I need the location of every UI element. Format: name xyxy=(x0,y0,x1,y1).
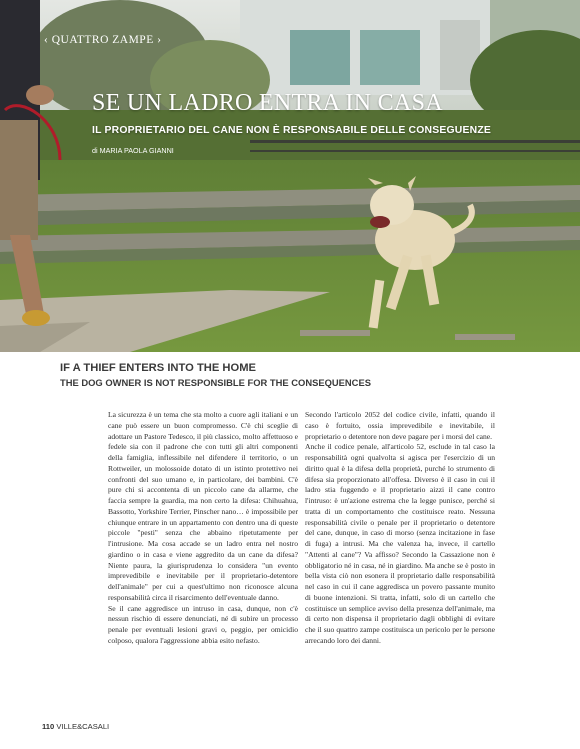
paragraph: Secondo l'articolo 2052 del codice civile, infatti, quando il caso è fortuito, ossia imprevedibile e inevitabile, il proprietario o detentore non deve pagare per i morsi del cane. xyxy=(305,410,495,441)
dog-running-photo xyxy=(0,0,580,352)
byline-prefix: di xyxy=(92,146,98,155)
english-title: IF A THIEF ENTERS INTO THE HOME xyxy=(60,362,256,374)
page-title: SE UN LADRO ENTRA IN CASA xyxy=(92,90,443,116)
page-folio xyxy=(42,722,109,731)
page-subtitle: IL PROPRIETARIO DEL CANE NON È RESPONSABILE DELLE CONSEGUENZE xyxy=(92,125,492,136)
paragraph: La sicurezza è un tema che sta molto a cuore agli italiani e un cane può essere un buon compromesso. C'è chi sceglie di adottare un Pastore Tedesco, il più classico, molto affettuoso e fedele sia con il padrone che con tutti gli altri componenti della famiglia, inflessibile nel difendere il territorio, o un Rottweiler, un molossoide dotato di un istinto protettivo nei confronti del suo umano e, in particolare, dei bambini. C'è pure chi si accontenta di un piccolo cane da allarme, che faccia sempre la guardia, ma non certo la difesa: Chihuahua, Bassotto, Yorkshire Terrier, Pinscher nano… è impossibile per chiunque entrare in un appartamento con dentro una di queste piccole "pesti" senza che abbaino ripetutamente per l'intrusione. Ma cosa accade se un ladro entra nel nostro giardino o in casa e viene aggredito da un cane da difesa? Niente paura, la giurisprudenza lo considera "un evento imprevedibile e inevitabile per il proprietario-detentore dell'animale" per cui a quest'ultimo non riconosce alcuna responsabilità circa il risarcimento dell'eventuale danno. xyxy=(108,410,298,602)
article-column-right xyxy=(305,410,495,647)
article-column-left xyxy=(108,410,298,647)
hero-photo xyxy=(0,0,580,352)
paragraph: Se il cane aggredisce un intruso in casa, dunque, non c'è nessun rischio di essere denunciati, né di subire un processo penale per eventuali lesioni gravi o, peggio, per omicidio colposo, qualora l'aggressione abbia esito nefasto. xyxy=(108,603,298,645)
section-tag: ‹ QUATTRO ZAMPE › xyxy=(44,34,162,46)
byline xyxy=(92,146,174,155)
paragraph: Anche il codice penale, all'articolo 52, esclude in tal caso la responsabilità ogni qualvolta si agisca per l'esercizio di un diritto qual è la difesa della proprietà, purché lo strumento di difesa sia proporzionato all'offesa. Diverso è il caso in cui il ladro stia fuggendo e il proprietario aizzi il cane contro l'intruso: è un'azione estrema che la legge punisce, perché si tratta di un comportamento che costituisce reato. Nessuna responsabilità civile o penale per il proprietario o detentore del cane, dunque, in caso di morso (senza incitazione in fase di fuga) a intrusi. Ma che valenza ha, invece, il cartello "Attenti al cane"? Va affisso? Secondo la Cassazione non è obbligatorio né in casa, né in giardino. Ma anche se è posto in bella vista ciò non esonera il proprietario dalle responsabilità nel caso in cui il cane aggredisca un povero passante munito di buone intenzioni. Si tratta, infatti, solo di un cartello che costituisce un semplice avviso della presenza dell'animale, ma di certo non dispensa il proprietario dagli obblighi di evitare che il suo quattro zampe costituisca un pericolo per le persone arrecando loro dei danni. xyxy=(305,442,495,645)
page-number: 110 xyxy=(42,722,55,731)
author-name: MARIA PAOLA GIANNI xyxy=(99,146,174,155)
magazine-name: VILLE&CASALI xyxy=(56,722,110,731)
english-subtitle: THE DOG OWNER IS NOT RESPONSIBLE FOR THE CONSEQUENCES xyxy=(60,377,371,388)
